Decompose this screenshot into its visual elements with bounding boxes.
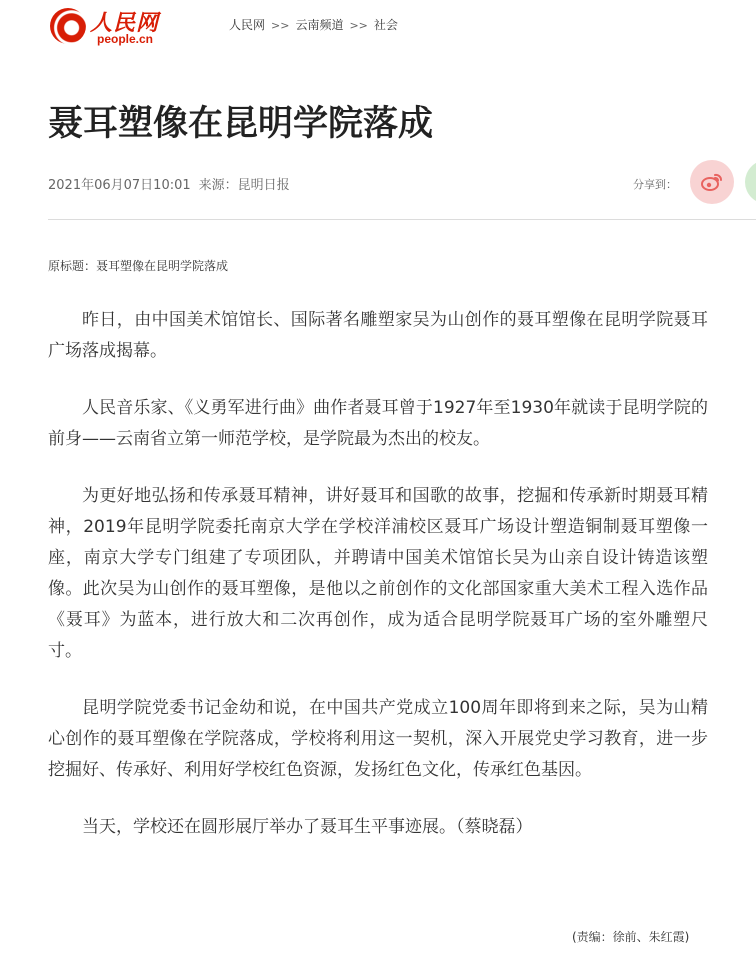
publish-datetime: 2021年06月07日10:01 [48,178,191,193]
editor-credit: (责编：徐前、朱红霞) [572,930,690,944]
logo-swirl-icon [50,8,86,44]
logo-text-cn: 人民网 [90,10,160,36]
article-source: 来源：昆明日报 [198,178,290,193]
share-wechat-button[interactable] [745,160,756,204]
article-paragraph: 昨日，由中国美术馆馆长、国际著名雕塑家吴为山创作的聂耳塑像在昆明学院聂耳广场落成揭幕。 [48,310,708,361]
header-divider [48,219,756,220]
article-paragraph: 人民音乐家、《义勇军进行曲》曲作者聂耳曾于1927年至1930年就读于昆明学院的前身——云南省立第一师范学校，是学院最为杰出的校友。 [48,398,708,449]
breadcrumb-separator: >> [271,19,290,32]
share-weibo-button[interactable] [690,160,734,204]
weibo-icon [701,172,723,192]
article-meta [48,174,290,193]
breadcrumb-item-society[interactable]: 社会 [373,18,398,32]
original-title: 原标题：聂耳塑像在昆明学院落成 [48,259,229,273]
article-paragraph: 为更好地弘扬和传承聂耳精神，讲好聂耳和国歌的故事，挖掘和传承新时期聂耳精神，2019年昆明学院委托南京大学在学校洋浦校区聂耳广场设计塑造铜制聂耳塑像一座，南京大学专门组建了专项团队，并聘请中国美术馆馆长吴为山亲自设计铸造该塑像。此次吴为山创作的聂耳塑像，是他以之前创作的文化部国家重大美术工程入选作品《聂耳》为蓝本，进行放大和二次再创作，成为适合昆明学院聂耳广场的室外雕塑尺寸。 [48,486,708,661]
breadcrumb-item-yunnan[interactable]: 云南频道 [295,18,344,32]
article-body [48,305,708,869]
breadcrumb [229,16,398,33]
article-paragraph: 昆明学院党委书记金幼和说，在中国共产党成立100周年即将到来之际，吴为山精心创作的聂耳塑像在学院落成，学校将利用这一契机，深入开展党史学习教育，进一步挖掘好、传承好、利用好学校红色资源，发扬红色文化，传承红色基因。 [48,698,708,780]
logo-text-en: people.cn [97,32,154,46]
site-header [0,0,756,50]
share-label: 分享到： [633,178,677,191]
site-logo[interactable] [48,6,168,50]
breadcrumb-item-people[interactable]: 人民网 [229,18,266,32]
article-title: 聂耳塑像在昆明学院落成 [48,104,434,144]
article-paragraph: 当天，学校还在圆形展厅举办了聂耳生平事迹展。（蔡晓磊） [82,817,533,837]
breadcrumb-separator: >> [349,19,368,32]
